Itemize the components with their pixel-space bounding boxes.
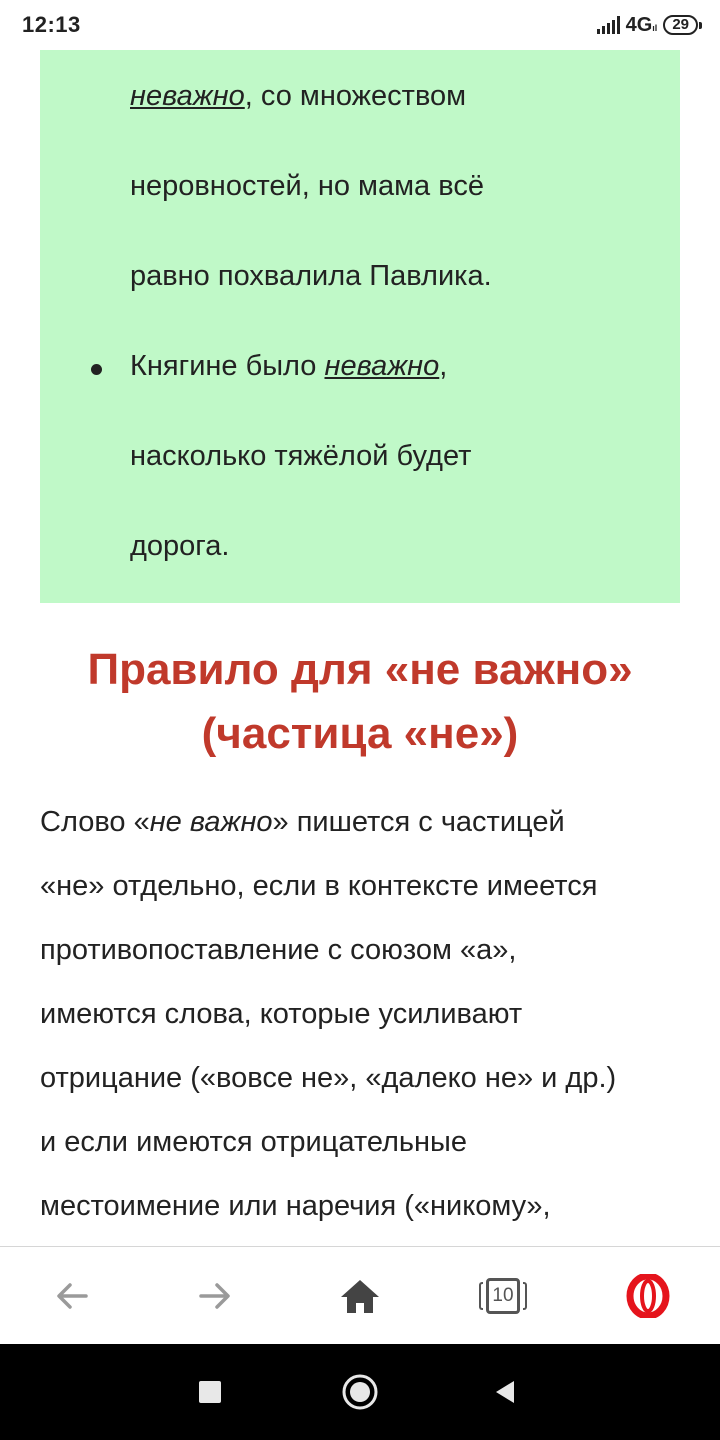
opera-menu-button[interactable]	[603, 1247, 693, 1345]
status-time: 12:13	[22, 12, 81, 37]
example-line-1	[130, 80, 570, 113]
heading-line-2: (частица «не»)	[201, 709, 519, 758]
bullet-dot	[91, 364, 102, 375]
example-line-6: дорога.	[130, 530, 230, 562]
para-text: Слово «	[40, 806, 150, 838]
example-line-2: неровностей, но мама всё	[130, 170, 484, 202]
back-button[interactable]	[27, 1247, 117, 1345]
network-sub: ıl	[652, 22, 658, 33]
example-text: ,	[439, 350, 448, 382]
para-text: » пишется с частицей	[272, 806, 565, 838]
paragraph-line-3: противопоставление с союзом «а»,	[40, 934, 517, 966]
tabs-button[interactable]	[458, 1247, 548, 1345]
paragraph-line-6: и если имеются отрицательные	[40, 1126, 467, 1158]
example-line-5: насколько тяжёлой будет	[130, 440, 472, 472]
page-content[interactable]	[0, 50, 720, 1246]
tabs-icon	[479, 1276, 527, 1316]
paragraph-line-5: отрицание («вовсе не», «далеко не» и др.)	[40, 1062, 617, 1094]
example-line-4	[130, 350, 570, 383]
circle-icon	[340, 1372, 380, 1412]
triangle-back-icon	[490, 1377, 520, 1407]
example-text: , со множеством	[244, 80, 467, 112]
square-icon	[199, 1381, 221, 1403]
paragraph-line-4: имеются слова, которые усиливают	[40, 998, 523, 1030]
system-nav-bar	[0, 1344, 720, 1440]
network-label: 4G	[625, 13, 653, 36]
status-indicators	[597, 14, 698, 37]
example-highlight-box	[40, 50, 680, 603]
example-line-3: равно похвалила Павлика.	[130, 260, 492, 292]
forward-arrow-icon	[195, 1276, 235, 1316]
back-arrow-icon	[52, 1276, 92, 1316]
battery-icon: 29	[663, 15, 698, 35]
home-system-button[interactable]	[315, 1344, 405, 1440]
signal-icon	[597, 16, 620, 34]
home-icon	[338, 1274, 382, 1318]
tab-count: 10	[486, 1278, 520, 1314]
forward-button[interactable]	[170, 1247, 260, 1345]
underlined-word: неважно	[130, 80, 245, 112]
section-heading	[0, 638, 720, 766]
home-button[interactable]	[315, 1247, 405, 1345]
recents-button[interactable]	[165, 1344, 255, 1440]
browser-bottom-bar	[0, 1246, 720, 1344]
back-system-button[interactable]	[460, 1344, 550, 1440]
paragraph-line-2: «не» отдельно, если в контексте имеется	[40, 870, 598, 902]
para-italic: не важно	[149, 806, 273, 838]
paragraph-line-7: местоимение или наречия («никому»,	[40, 1190, 551, 1222]
heading-line-1: Правило для «не важно»	[87, 645, 633, 694]
underlined-word: неважно	[324, 350, 440, 382]
network-type	[626, 14, 658, 37]
example-text: Княгине было	[130, 350, 325, 382]
opera-logo-icon	[626, 1274, 670, 1318]
paragraph-line-1	[40, 806, 700, 839]
status-bar	[0, 0, 720, 50]
